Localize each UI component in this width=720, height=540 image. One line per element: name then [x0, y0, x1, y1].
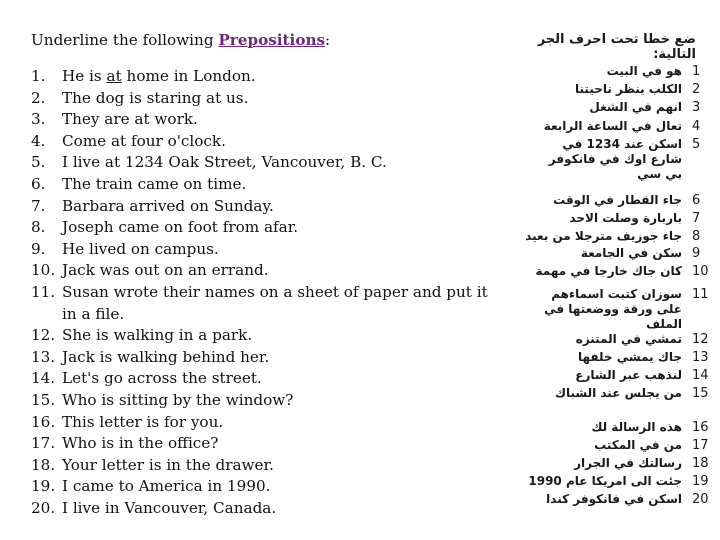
sentence-item — [31, 174, 491, 196]
arabic-row — [508, 229, 708, 244]
arabic-number: 11 — [692, 287, 709, 302]
arabic-row — [508, 368, 708, 383]
arabic-text: باربارة وصلت الاحد — [569, 211, 682, 225]
arabic-text: هذه الرسالة لك — [591, 420, 682, 434]
sentence-item — [31, 282, 491, 325]
arabic-text: سكن في الجامعة — [580, 246, 682, 260]
sentence-item — [31, 325, 491, 347]
arabic-row — [508, 474, 708, 489]
arabic-number: 6 — [692, 193, 701, 208]
sentence-text — [62, 433, 491, 455]
sentence-text-part: Let's go across the street. — [62, 369, 262, 388]
sentence-text — [62, 196, 491, 218]
sentence-number: 10. — [31, 261, 56, 280]
sentence-item — [31, 217, 491, 239]
arabic-text: لنذهب عبر الشارع — [575, 368, 682, 382]
arabic-row — [508, 332, 708, 347]
sentence-text-part: home in London. — [121, 67, 256, 85]
sentence-text — [62, 152, 491, 174]
sentence-text-part: Who is sitting by the window? — [62, 390, 294, 409]
sentence-text-part: I live at 1234 Oak Street, Vancouver, B. C. — [62, 153, 387, 172]
arabic-text: انهم في الشغل — [589, 100, 682, 114]
sentence-text — [62, 66, 491, 88]
sentence-number: 2. — [31, 88, 46, 107]
sentence-item — [31, 498, 491, 520]
arabic-number: 15 — [692, 386, 709, 401]
sentence-text-part: They are at work. — [62, 110, 198, 129]
sentence-text-part: He is — [62, 67, 107, 85]
sentence-number: 7. — [31, 196, 46, 215]
arabic-exercise — [508, 22, 708, 522]
arabic-row — [508, 137, 708, 182]
sentence-text — [62, 412, 491, 434]
sentence-item — [31, 88, 491, 110]
sentence-text-part: The train came on time. — [62, 174, 247, 193]
sentence-text-part: Jack is walking behind her. — [62, 347, 270, 366]
sentence-text — [62, 347, 491, 369]
sentence-text — [62, 260, 491, 282]
arabic-text: اسكن عند 1234 في شارع اوك في فانكوفر بي سي — [548, 137, 682, 181]
arabic-text: كان جاك خارجا في مهمة — [535, 264, 682, 278]
sentence-text-part: I came to America in 1990. — [62, 477, 271, 496]
arabic-row — [508, 64, 708, 79]
sentence-item — [31, 152, 491, 174]
sentence-text-part: Your letter is in the drawer. — [62, 455, 274, 474]
sentence-number: 8. — [31, 218, 46, 237]
sentence-item — [31, 196, 491, 218]
arabic-number: 20 — [692, 492, 709, 507]
arabic-row — [508, 246, 708, 261]
arabic-number: 1 — [692, 64, 701, 79]
sentence-item — [31, 476, 491, 498]
arabic-text: من في المكتب — [594, 438, 682, 452]
arabic-row — [508, 119, 708, 134]
sentence-text — [62, 174, 491, 196]
sentence-number: 19. — [31, 477, 56, 496]
arabic-number: 2 — [692, 82, 701, 97]
heading-suffix: : — [325, 31, 331, 49]
arabic-text: هو في البيت — [606, 64, 682, 78]
sentence-text-part: He lived on campus. — [62, 239, 219, 258]
sentence-text-part: Jack was out on an errand. — [62, 261, 269, 280]
sentence-text — [62, 217, 491, 239]
sentence-number: 15. — [31, 390, 56, 409]
sentence-number: 5. — [31, 153, 46, 172]
arabic-number: 12 — [692, 332, 709, 347]
arabic-number: 19 — [692, 474, 709, 489]
sentence-number: 18. — [31, 455, 56, 474]
sentence-text — [62, 368, 491, 390]
arabic-row — [508, 456, 708, 471]
sentence-number: 11. — [31, 282, 56, 301]
underlined-preposition: at — [106, 67, 122, 85]
sentence-text — [62, 325, 491, 347]
sentence-item — [31, 239, 491, 261]
arabic-number: 9 — [692, 246, 701, 261]
arabic-row — [508, 350, 708, 365]
sentence-item — [31, 368, 491, 390]
arabic-number: 7 — [692, 211, 701, 226]
sentence-text-part: Joseph came on foot from afar. — [62, 218, 299, 237]
sentence-text — [62, 455, 491, 477]
arabic-text: الكلب ينظر ناحيتنا — [575, 82, 682, 96]
arabic-text: جاء القطار في الوقت — [553, 193, 682, 207]
arabic-row — [508, 492, 708, 507]
sentence-item — [31, 260, 491, 282]
heading-keyword: Prepositions — [218, 31, 326, 49]
arabic-number: 3 — [692, 100, 701, 115]
sentence-item — [31, 455, 491, 477]
sentence-item — [31, 131, 491, 153]
sentence-number: 9. — [31, 239, 46, 258]
sentence-item — [31, 347, 491, 369]
sentence-text — [62, 390, 491, 412]
sentence-text-part: Barbara arrived on Sunday. — [62, 196, 274, 215]
arabic-row — [508, 100, 708, 115]
arabic-text: جاك يمشي خلفها — [577, 350, 682, 364]
sentence-item — [31, 109, 491, 131]
arabic-number: 5 — [692, 137, 701, 152]
sentence-text-part: I live in Vancouver, Canada. — [62, 498, 277, 517]
sentence-item — [31, 390, 491, 412]
arabic-number: 4 — [692, 119, 701, 134]
sentence-text — [62, 109, 491, 131]
exercise-heading — [31, 30, 491, 50]
arabic-text: جاء جوزيف مترجلا من بعيد — [525, 229, 682, 243]
sentence-text — [62, 476, 491, 498]
sentence-number: 4. — [31, 131, 46, 150]
sentence-text-part: The dog is staring at us. — [62, 88, 249, 107]
sentence-item — [31, 412, 491, 434]
sentence-text — [62, 282, 491, 325]
sentence-text-part: This letter is for you. — [62, 412, 224, 431]
arabic-number: 10 — [692, 264, 709, 279]
arabic-text: جئت الى امريكا عام 1990 — [528, 474, 682, 488]
sentence-number: 3. — [31, 110, 46, 129]
sentence-list — [31, 66, 491, 519]
arabic-number: 14 — [692, 368, 709, 383]
sentence-text-part: Come at four o'clock. — [62, 131, 226, 150]
arabic-row — [508, 193, 708, 208]
sentence-number: 17. — [31, 434, 56, 453]
sentence-text-part: Susan wrote their names on a sheet of paper and put it in a file. — [62, 282, 488, 323]
sentence-number: 13. — [31, 347, 56, 366]
arabic-number: 18 — [692, 456, 709, 471]
arabic-row — [508, 420, 708, 435]
sentence-number: 14. — [31, 369, 56, 388]
sentence-text-part: Who is in the office? — [62, 434, 219, 453]
arabic-title: ضع خطا تحت احرف الجر التالية: — [537, 32, 696, 62]
sentence-number: 6. — [31, 174, 46, 193]
arabic-number: 17 — [692, 438, 709, 453]
sentence-text-part: She is walking in a park. — [62, 326, 253, 345]
arabic-number: 16 — [692, 420, 709, 435]
sentence-text — [62, 239, 491, 261]
heading-prefix: Underline the following — [31, 31, 219, 49]
sentence-number: 12. — [31, 326, 56, 345]
sentence-number: 1. — [31, 67, 46, 85]
arabic-text: رسالتك في الجرار — [574, 456, 682, 470]
arabic-text: تعال في الساعة الرابعة — [543, 119, 682, 133]
sentence-item — [31, 433, 491, 455]
arabic-row — [508, 438, 708, 453]
arabic-text: اسكن في فانكوفر كندا — [546, 492, 682, 506]
sentence-text — [62, 498, 491, 520]
arabic-number: 8 — [692, 229, 701, 244]
arabic-text: من يجلس عند الشباك — [554, 386, 682, 400]
sentence-number: 16. — [31, 412, 56, 431]
arabic-number: 13 — [692, 350, 709, 365]
english-exercise — [31, 30, 491, 519]
sentence-number: 20. — [31, 498, 56, 517]
arabic-row — [508, 287, 708, 332]
arabic-row — [508, 386, 708, 401]
sentence-text — [62, 131, 491, 153]
arabic-row — [508, 211, 708, 226]
sentence-item — [31, 66, 491, 88]
arabic-text: سوزان كتبت اسماءهم على ورقة ووضعتها في الملف — [544, 287, 682, 331]
sentence-text — [62, 88, 491, 110]
arabic-row — [508, 264, 708, 279]
arabic-text: تمشي في المتنزه — [575, 332, 682, 346]
arabic-row — [508, 82, 708, 97]
